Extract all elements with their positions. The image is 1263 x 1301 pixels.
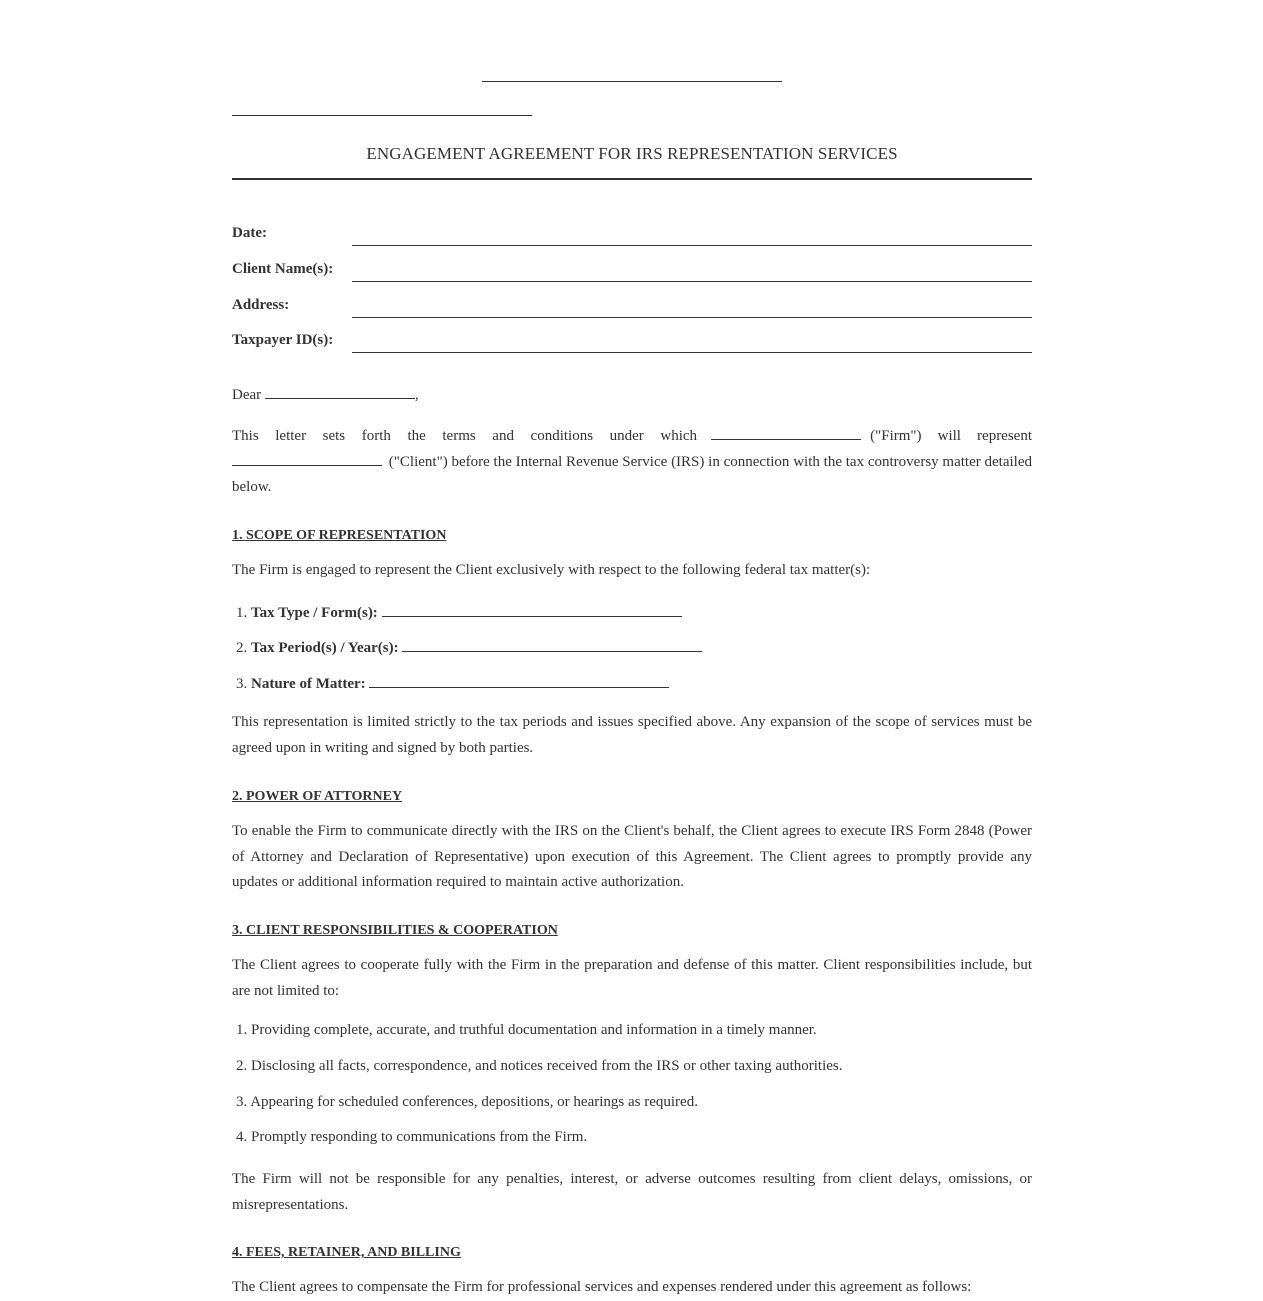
intro-part1: This letter sets forth the terms and conditions under which	[232, 428, 698, 444]
list-number: 2.	[236, 1058, 248, 1074]
section-1-closing: This representation is limited strictly to the tax periods and issues specified above. Any expansion of the scope of services must be agreed upon in writing and signed by both parties.	[232, 714, 1032, 756]
section-4-heading: 4. FEES, RETAINER, AND BILLING	[232, 1245, 461, 1260]
date-field-row	[232, 222, 1032, 246]
list-number: 4.	[236, 1129, 248, 1145]
list-number: 3.	[236, 676, 248, 692]
list-number: 1.	[236, 605, 248, 621]
letterhead-blank-line[interactable]	[482, 81, 782, 82]
firm-blank[interactable]	[711, 425, 861, 440]
section-4-intro: The Client agrees to compensate the Firm for professional services and expenses rendered under this agreement as follows:	[232, 1279, 972, 1295]
client-name-label: Client Name(s):	[232, 261, 334, 277]
salutation	[232, 383, 1032, 409]
intro-part2: ("Firm") will represent	[870, 428, 1033, 444]
list-number: 1.	[236, 1022, 248, 1038]
intro-paragraph	[232, 424, 1032, 501]
section-2-heading: 2. POWER OF ATTORNEY	[232, 789, 403, 804]
nature-blank[interactable]	[369, 673, 669, 688]
client-blank[interactable]	[232, 451, 382, 466]
tax-period-label: Tax Period(s) / Year(s):	[251, 640, 399, 656]
document-title: ENGAGEMENT AGREEMENT FOR IRS REPRESENTATION SERVICES	[366, 144, 898, 163]
nature-label: Nature of Matter:	[251, 676, 366, 692]
dear-text: Dear	[232, 387, 262, 403]
tax-period-blank[interactable]	[402, 637, 702, 652]
address-field-row	[232, 294, 1032, 318]
scope-item-tax-period	[236, 637, 1032, 657]
client-name-blank[interactable]	[352, 281, 1032, 282]
section-3-intro: The Client agrees to cooperate fully with the Firm in the preparation and defense of this matter. Client responsibilities include, but are not limited to:	[232, 957, 1032, 999]
section-2-body: To enable the Firm to communicate directly with the IRS on the Client's behalf, the Client agrees to execute IRS Form 2848 (Power of Attorney and Declaration of Representative) upon execution of this Agreement. The Client agrees to promptly provide any updates or additional information required to maintain active authorization.	[232, 823, 1032, 890]
section-1-heading: 1. SCOPE OF REPRESENTATION	[232, 528, 447, 543]
tax-type-blank[interactable]	[382, 602, 682, 617]
taxpayer-id-blank[interactable]	[352, 352, 1032, 353]
tax-type-label: Tax Type / Form(s):	[251, 605, 378, 621]
intro-part3: ("Client") before the Internal Revenue Service (IRS) in connection with the tax controversy matter detailed below.	[232, 453, 1032, 495]
recipient-blank[interactable]	[265, 384, 415, 399]
address-blank[interactable]	[352, 317, 1032, 318]
address-label: Address:	[232, 297, 290, 313]
list-number: 2.	[236, 640, 248, 656]
section-3-closing: The Firm will not be responsible for any penalties, interest, or adverse outcomes resulting from client delays, omissions, or misrepresentations.	[232, 1171, 1032, 1213]
scope-item-nature	[236, 673, 1032, 693]
taxpayer-id-label: Taxpayer ID(s):	[232, 332, 334, 348]
client-name-field-row	[232, 258, 1032, 282]
responsibility-item	[236, 1129, 1032, 1146]
responsibility-text: Appearing for scheduled conferences, depositions, or hearings as required.	[250, 1094, 698, 1110]
section-1-intro: The Firm is engaged to represent the Client exclusively with respect to the following federal tax matter(s):	[232, 562, 871, 578]
date-label: Date:	[232, 225, 267, 241]
taxpayer-id-field-row	[232, 329, 1032, 353]
responsibility-text: Disclosing all facts, correspondence, and notices received from the IRS or other taxing authorities.	[251, 1058, 843, 1074]
scope-item-tax-type	[236, 602, 1032, 622]
list-number: 3.	[236, 1094, 248, 1110]
firm-name-blank-line[interactable]	[232, 115, 532, 116]
responsibility-text: Providing complete, accurate, and truthful documentation and information in a timely manner.	[251, 1022, 817, 1038]
salutation-comma: ,	[414, 387, 419, 403]
title-divider	[232, 178, 1032, 180]
section-3-heading: 3. CLIENT RESPONSIBILITIES & COOPERATION	[232, 923, 558, 938]
date-blank[interactable]	[352, 245, 1032, 246]
responsibility-text: Promptly responding to communications from the Firm.	[251, 1129, 588, 1145]
responsibility-item	[236, 1058, 1032, 1075]
responsibility-item	[236, 1022, 1032, 1039]
responsibility-item	[236, 1094, 1032, 1111]
